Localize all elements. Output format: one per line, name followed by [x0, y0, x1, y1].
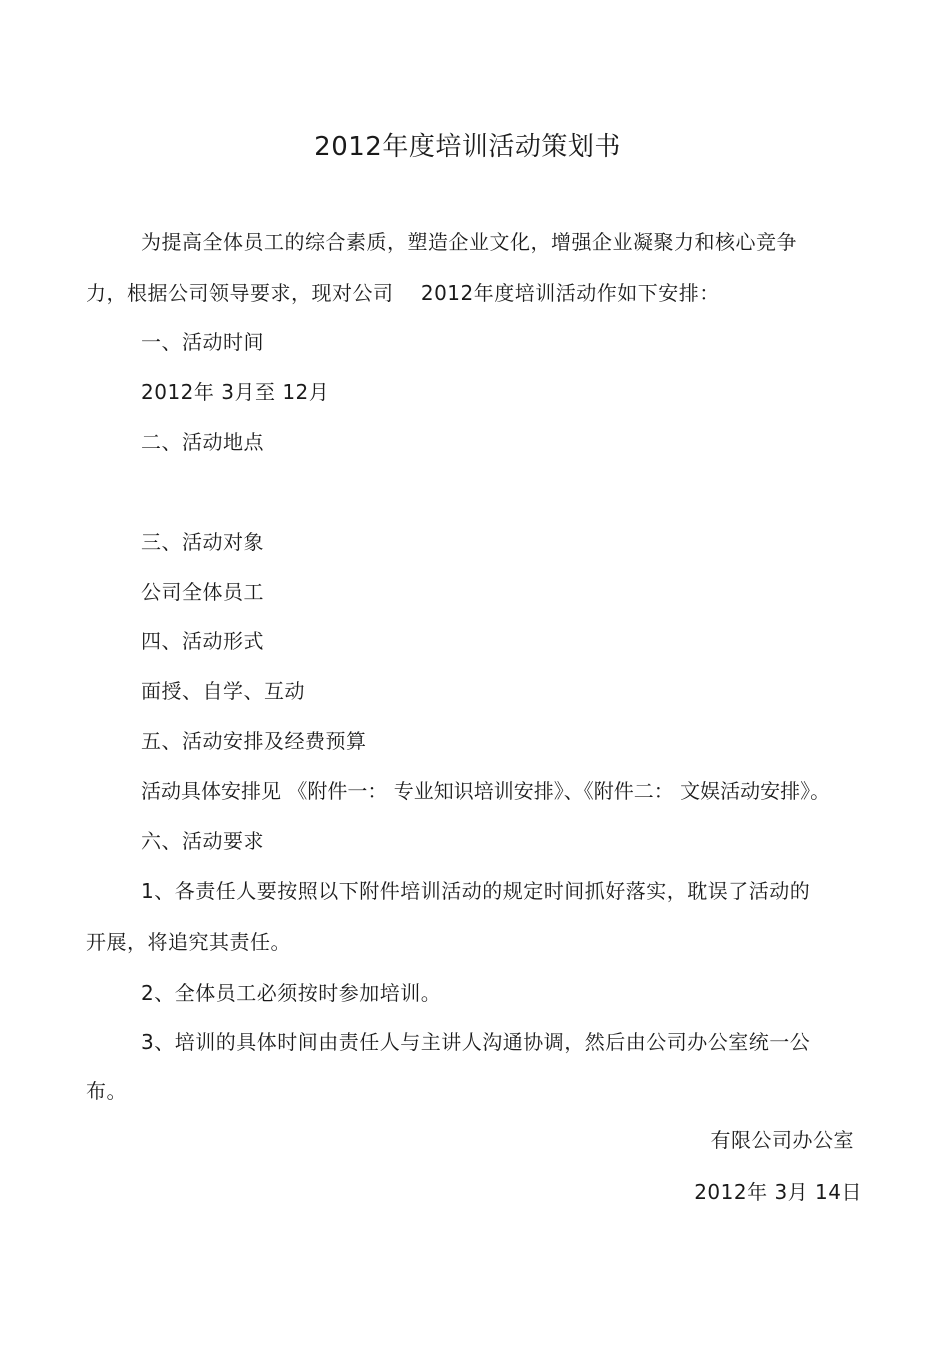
signature-date: 2012年 3月 14日	[694, 1180, 862, 1204]
intro-line-1: 为提高全体员工的综合素质，塑造企业文化，增强企业凝聚力和核心竞争	[141, 230, 797, 254]
requirement-1-line-2: 开展，将追究其责任。	[86, 930, 291, 954]
section-form-value: 面授、自学、互动	[141, 679, 305, 703]
document-title: 2012年度培训活动策划书	[314, 132, 621, 162]
section-time-value: 2012年 3月至 12月	[141, 380, 330, 404]
requirement-3-line-1: 3、培训的具体时间由责任人与主讲人沟通协调，然后由公司办公室统一公	[141, 1030, 811, 1054]
section-target-heading: 三、活动对象	[141, 530, 264, 554]
section-target-value: 公司全体员工	[141, 580, 264, 604]
section-budget-heading: 五、活动安排及经费预算	[141, 729, 367, 753]
section-requirements-heading: 六、活动要求	[141, 829, 264, 853]
section-time-heading: 一、活动时间	[141, 330, 264, 354]
section-form-heading: 四、活动形式	[141, 629, 264, 653]
section-place-heading: 二、活动地点	[141, 430, 264, 454]
requirement-2: 2、全体员工必须按时参加培训。	[141, 981, 442, 1005]
requirement-1-line-1: 1、各责任人要按照以下附件培训活动的规定时间抓好落实，耽误了活动的	[141, 879, 811, 903]
signature-organization: 有限公司办公室	[710, 1128, 854, 1152]
requirement-3-line-2: 布。	[86, 1079, 127, 1103]
intro-line-2: 力，根据公司领导要求，现对公司 2012年度培训活动作如下安排：	[86, 281, 720, 305]
section-budget-value: 活动具体安排见 《附件一： 专业知识培训安排》、《附件二： 文娱活动安排》。	[141, 779, 831, 803]
